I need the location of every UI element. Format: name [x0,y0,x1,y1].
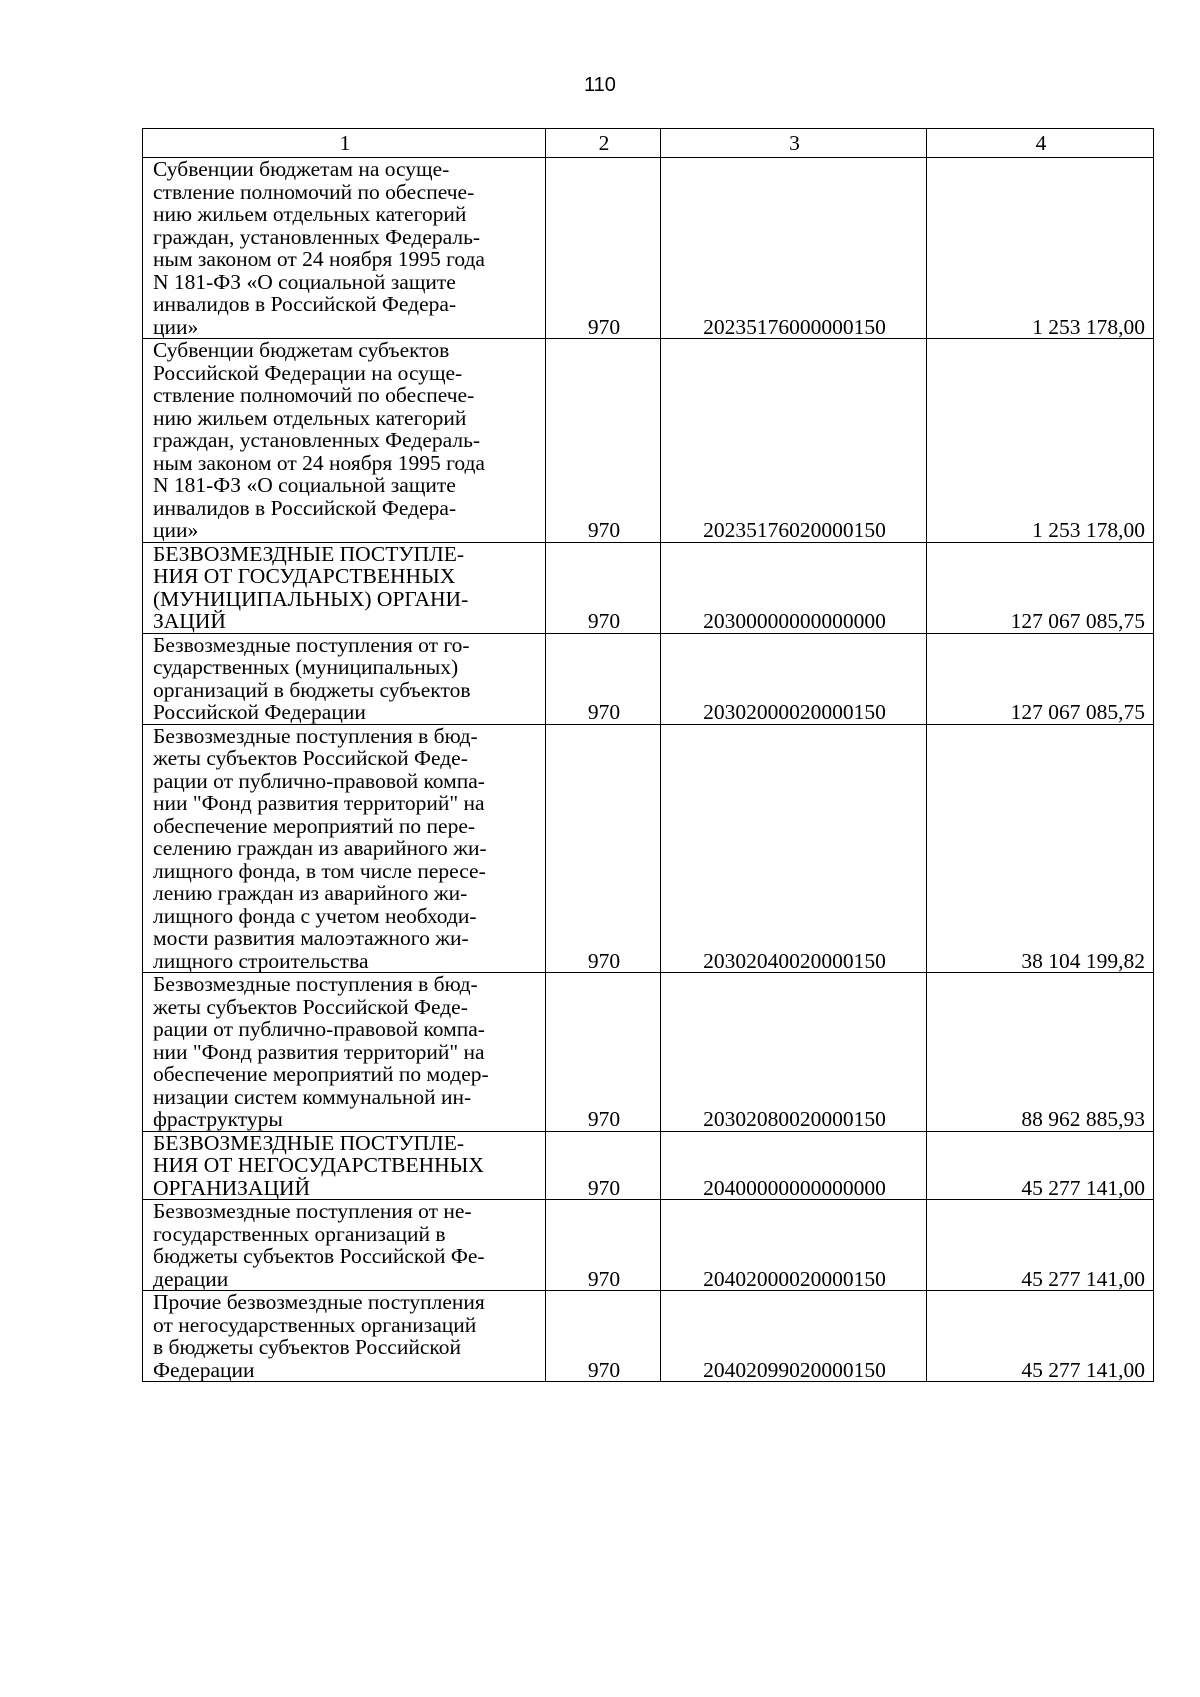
row-amount: 1 253 178,00 [927,158,1154,339]
row-name: Субвенции бюджетам на осуще- ствление полномочий по обеспече- нию жильем отдельных категорий граждан, установленных Федераль- ным законом от 24 ноября 1995 года N 181-ФЗ «О социальной защите инвалидов в Российской Федера- ции» [143,158,546,339]
row-name: Безвозмездные поступления в бюд- жеты субъектов Российской Феде- рации от публично-правовой компа- нии "Фонд развития территорий" на обеспечение мероприятий по модер- низации систем коммунальной ин- фраструктуры [143,973,546,1132]
row-amount: 45 277 141,00 [927,1200,1154,1291]
row-budget-code: 20402000020000150 [661,1200,927,1291]
row-budget-code: 20302000020000150 [661,633,927,724]
table-body [143,158,1154,1382]
table-row [143,973,1154,1132]
table-row [143,724,1154,973]
row-budget-code: 20302080020000150 [661,973,927,1132]
row-amount: 45 277 141,00 [927,1131,1154,1200]
row-budget-code: 20400000000000000 [661,1131,927,1200]
row-amount: 127 067 085,75 [927,542,1154,633]
row-name: БЕЗВОЗМЕЗДНЫЕ ПОСТУПЛЕ- НИЯ ОТ НЕГОСУДАРСТВЕННЫХ ОРГАНИЗАЦИЙ [143,1131,546,1200]
row-amount: 88 962 885,93 [927,973,1154,1132]
table-row [143,339,1154,543]
row-budget-code: 20235176000000150 [661,158,927,339]
row-admin-code: 970 [546,1291,661,1382]
table-row [143,542,1154,633]
row-name: Безвозмездные поступления от го- сударственных (муниципальных) организаций в бюджеты субъектов Российской Федерации [143,633,546,724]
row-admin-code: 970 [546,1200,661,1291]
row-budget-code: 20302040020000150 [661,724,927,973]
row-amount: 38 104 199,82 [927,724,1154,973]
table-row [143,633,1154,724]
row-amount: 127 067 085,75 [927,633,1154,724]
header-col-1: 1 [143,129,546,158]
row-name: Субвенции бюджетам субъектов Российской Федерации на осуще- ствление полномочий по обеспече- нию жильем отдельных категорий граждан, установленных Федераль- ным законом от 24 ноября 1995 года N 181-ФЗ «О социальной защите инвалидов в Российской Федера- ции» [143,339,546,543]
row-amount: 45 277 141,00 [927,1291,1154,1382]
row-name: Прочие безвозмездные поступления от негосударственных организаций в бюджеты субъектов Российской Федерации [143,1291,546,1382]
row-name: БЕЗВОЗМЕЗДНЫЕ ПОСТУПЛЕ- НИЯ ОТ ГОСУДАРСТВЕННЫХ (МУНИЦИПАЛЬНЫХ) ОРГАНИ- ЗАЦИЙ [143,542,546,633]
row-name: Безвозмездные поступления от не- государственных организаций в бюджеты субъектов Российской Фе- дерации [143,1200,546,1291]
row-budget-code: 20300000000000000 [661,542,927,633]
table-row [143,1131,1154,1200]
row-amount: 1 253 178,00 [927,339,1154,543]
page-number: 110 [584,74,616,96]
row-admin-code: 970 [546,158,661,339]
header-col-4: 4 [927,129,1154,158]
row-name: Безвозмездные поступления в бюд- жеты субъектов Российской Феде- рации от публично-правовой компа- нии "Фонд развития территорий" на обеспечение мероприятий по пере- селению граждан из аварийного жи- лищного фонда, в том числе пересе- лению граждан из аварийного жи- лищного фонда с учетом необходи- мости развития малоэтажного жи- лищного строительства [143,724,546,973]
table-row [143,1291,1154,1382]
header-col-3: 3 [661,129,927,158]
row-admin-code: 970 [546,724,661,973]
row-admin-code: 970 [546,633,661,724]
row-admin-code: 970 [546,1131,661,1200]
budget-table [142,128,1154,1382]
header-row [143,129,1154,158]
table-row [143,158,1154,339]
row-admin-code: 970 [546,339,661,543]
row-budget-code: 20235176020000150 [661,339,927,543]
table-row [143,1200,1154,1291]
row-budget-code: 20402099020000150 [661,1291,927,1382]
header-col-2: 2 [546,129,661,158]
row-admin-code: 970 [546,973,661,1132]
table-header [143,129,1154,158]
row-admin-code: 970 [546,542,661,633]
